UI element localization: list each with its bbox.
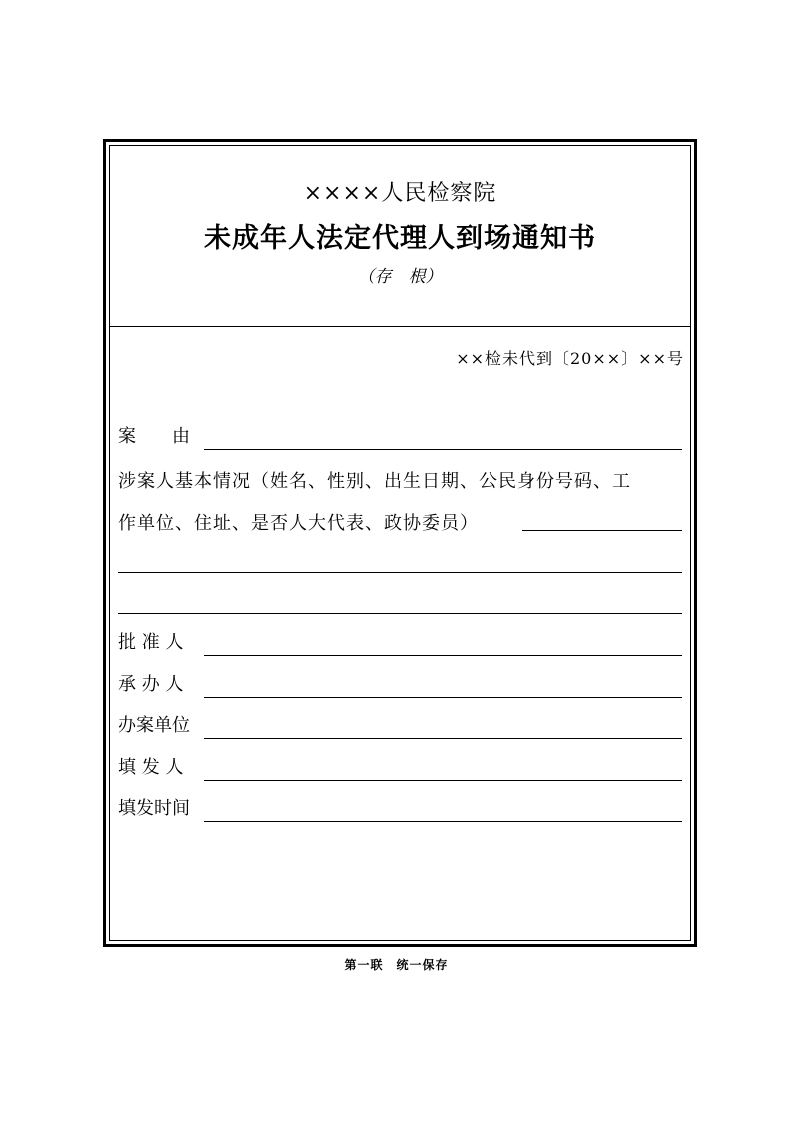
form-frame [103, 139, 697, 947]
case-reason-line[interactable] [204, 449, 682, 450]
approver-line[interactable] [204, 655, 682, 656]
person-info-line-a[interactable] [522, 530, 682, 531]
issuer-line[interactable] [204, 780, 682, 781]
issuer-row [118, 753, 682, 781]
handler-label: 承 办 人 [118, 674, 184, 695]
issuer-label: 填 发 人 [118, 757, 184, 778]
person-info-line2: 作单位、住址、是否人大代表、政协委员） [118, 513, 479, 534]
approver-row [118, 628, 682, 656]
footer-note: 第一联 统一保存 [344, 958, 449, 972]
unit-line[interactable] [204, 738, 682, 739]
person-info-line1: 涉案人基本情况（姓名、性别、出生日期、公民身份号码、工 [118, 471, 631, 492]
issue-time-row [118, 794, 682, 822]
person-info-line-b[interactable] [118, 572, 682, 573]
person-info-line-c[interactable] [118, 613, 682, 614]
form-header [110, 146, 690, 327]
case-reason-label: 案 由 [118, 426, 190, 447]
handler-row [118, 670, 682, 698]
person-info-text [118, 461, 684, 545]
handler-line[interactable] [204, 697, 682, 698]
stub-label: （存 根） [357, 267, 443, 287]
issue-time-label: 填发时间 [118, 798, 190, 819]
document-title: 未成年人法定代理人到场通知书 [204, 223, 596, 254]
approver-label: 批 准 人 [118, 632, 184, 653]
issue-time-line[interactable] [204, 821, 682, 822]
procuratorate-name: ××××人民检察院 [303, 181, 497, 206]
unit-row [118, 711, 682, 739]
form-inner-frame [109, 145, 691, 941]
document-number: ××检未代到〔20××〕××号 [456, 349, 684, 368]
case-reason-row [118, 422, 682, 450]
unit-label: 办案单位 [118, 715, 190, 736]
